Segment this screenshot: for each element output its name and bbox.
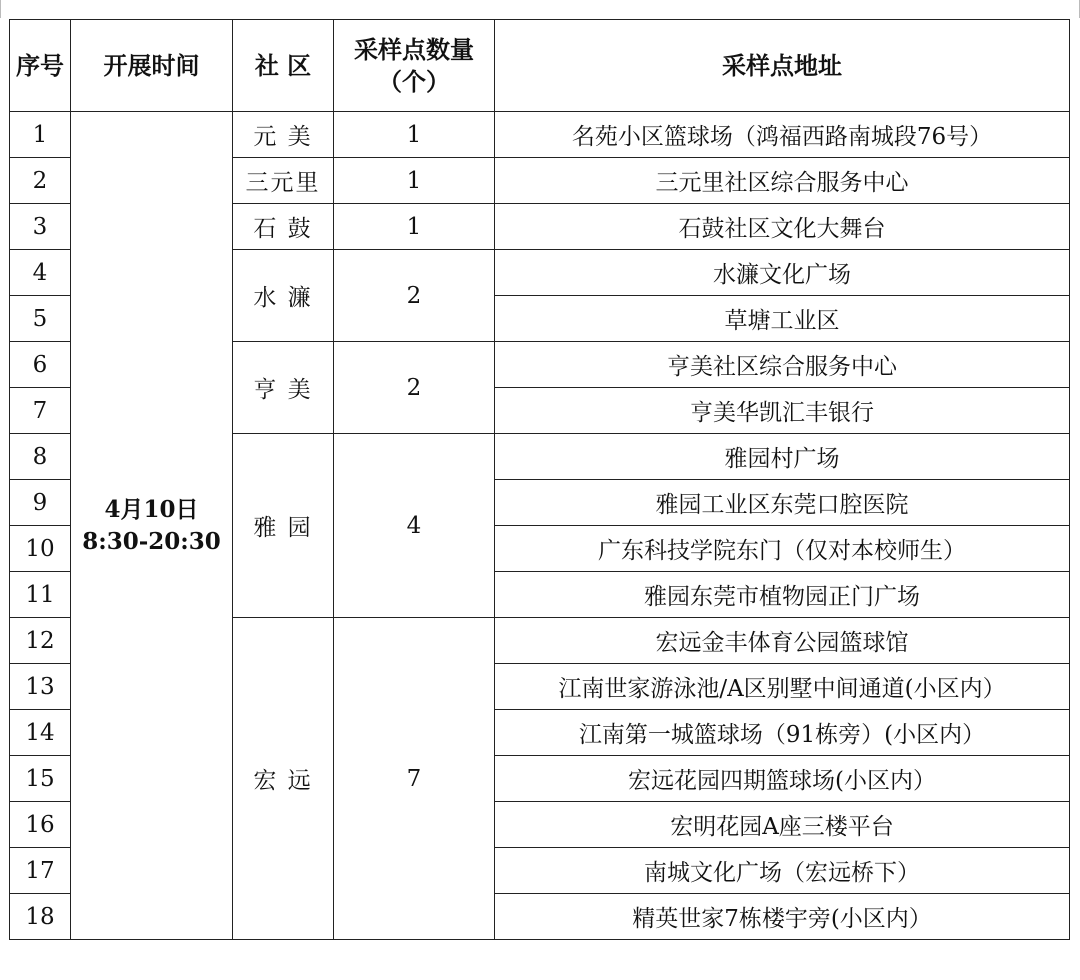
count-cell: 4 <box>334 434 495 618</box>
header-community: 社 区 <box>233 20 334 112</box>
address-cell: 宏远花园四期篮球场(小区内） <box>495 756 1070 802</box>
community-cell: 宏 远 <box>233 618 334 940</box>
header-address: 采样点地址 <box>495 20 1070 112</box>
community-cell: 三元里 <box>233 158 334 204</box>
seq-cell: 11 <box>10 572 71 618</box>
address-cell: 南城文化广场（宏远桥下） <box>495 848 1070 894</box>
date-text: 4月10日 <box>104 495 199 523</box>
header-count-line1: 采样点数量 <box>354 35 474 64</box>
header-seq: 序号 <box>10 20 71 112</box>
community-cell: 元 美 <box>233 112 334 158</box>
seq-cell: 13 <box>10 664 71 710</box>
community-cell: 亨 美 <box>233 342 334 434</box>
count-cell: 2 <box>334 342 495 434</box>
address-cell: 亨美社区综合服务中心 <box>495 342 1070 388</box>
seq-cell: 14 <box>10 710 71 756</box>
count-cell: 2 <box>334 250 495 342</box>
seq-cell: 16 <box>10 802 71 848</box>
count-cell: 1 <box>334 112 495 158</box>
address-cell: 江南世家游泳池/A区别墅中间通道(小区内） <box>495 664 1070 710</box>
seq-cell: 5 <box>10 296 71 342</box>
header-count-line2: （个） <box>378 67 450 96</box>
seq-cell: 12 <box>10 618 71 664</box>
address-cell: 草塘工业区 <box>495 296 1070 342</box>
seq-cell: 9 <box>10 480 71 526</box>
sampling-schedule-table <box>9 19 1070 940</box>
address-cell: 石鼓社区文化大舞台 <box>495 204 1070 250</box>
seq-cell: 10 <box>10 526 71 572</box>
top-rule <box>0 0 1080 18</box>
address-cell: 雅园东莞市植物园正门广场 <box>495 572 1070 618</box>
address-cell: 雅园村广场 <box>495 434 1070 480</box>
seq-cell: 18 <box>10 894 71 940</box>
address-cell: 宏远金丰体育公园篮球馆 <box>495 618 1070 664</box>
seq-cell: 17 <box>10 848 71 894</box>
address-cell: 水濂文化广场 <box>495 250 1070 296</box>
count-cell: 1 <box>334 204 495 250</box>
seq-cell: 3 <box>10 204 71 250</box>
community-cell: 水 濂 <box>233 250 334 342</box>
address-cell: 三元里社区综合服务中心 <box>495 158 1070 204</box>
address-cell: 名苑小区篮球场（鸿福西路南城段76号） <box>495 112 1070 158</box>
address-cell: 亨美华凯汇丰银行 <box>495 388 1070 434</box>
community-cell: 雅 园 <box>233 434 334 618</box>
header-count <box>334 20 495 112</box>
count-cell: 1 <box>334 158 495 204</box>
seq-cell: 15 <box>10 756 71 802</box>
address-cell: 精英世家7栋楼宇旁(小区内） <box>495 894 1070 940</box>
header-row <box>10 20 1070 112</box>
hours-text: 8:30-20:30 <box>82 527 221 555</box>
community-cell: 石 鼓 <box>233 204 334 250</box>
address-cell: 雅园工业区东莞口腔医院 <box>495 480 1070 526</box>
address-cell: 宏明花园A座三楼平台 <box>495 802 1070 848</box>
seq-cell: 2 <box>10 158 71 204</box>
address-cell: 广东科技学院东门（仅对本校师生） <box>495 526 1070 572</box>
address-cell: 江南第一城篮球场（91栋旁）(小区内） <box>495 710 1070 756</box>
time-cell <box>71 112 233 940</box>
table-row <box>10 112 1070 158</box>
header-time: 开展时间 <box>71 20 233 112</box>
seq-cell: 8 <box>10 434 71 480</box>
seq-cell: 7 <box>10 388 71 434</box>
seq-cell: 1 <box>10 112 71 158</box>
seq-cell: 6 <box>10 342 71 388</box>
seq-cell: 4 <box>10 250 71 296</box>
count-cell: 7 <box>334 618 495 940</box>
table-body <box>10 112 1070 940</box>
